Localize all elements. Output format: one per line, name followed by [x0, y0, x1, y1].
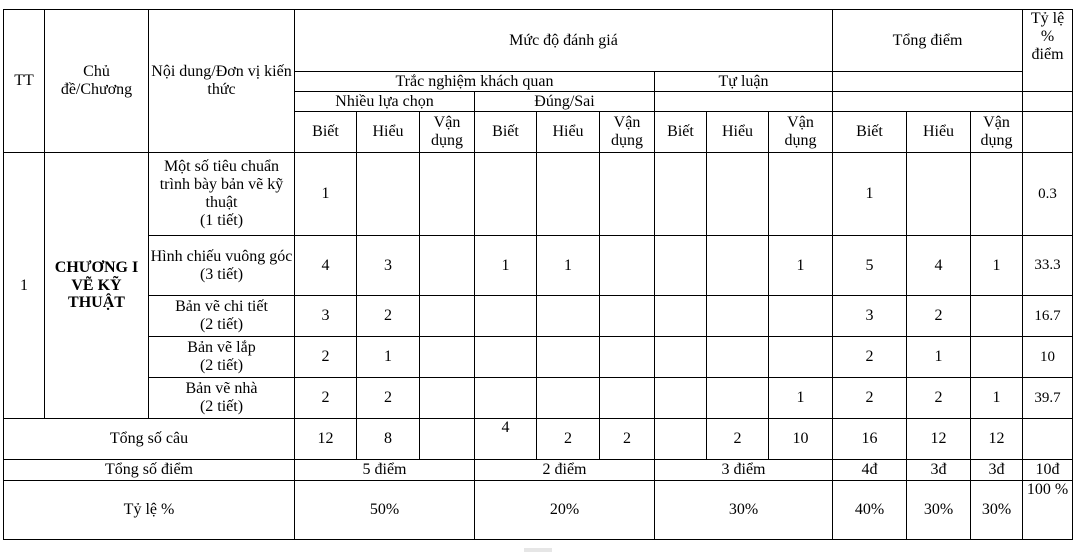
cell	[420, 153, 475, 236]
cell	[600, 337, 655, 378]
cell	[600, 296, 655, 337]
cell: 4	[475, 419, 537, 460]
cell: 4	[295, 236, 357, 296]
cell	[420, 419, 475, 460]
cell	[537, 337, 600, 378]
table-row	[4, 378, 1073, 419]
cell: 12	[971, 419, 1023, 460]
cell: 3đ	[907, 460, 971, 481]
header-total-empty	[833, 72, 1023, 92]
cell: 2	[537, 419, 600, 460]
totals-points-row	[4, 460, 1073, 481]
level-know: Biết	[475, 112, 537, 153]
cell	[420, 296, 475, 337]
table-row	[4, 337, 1073, 378]
level-understand: Hiểu	[357, 112, 420, 153]
header-content: Nội dung/Đơn vị kiến thức	[149, 10, 295, 153]
cell: 5	[833, 236, 907, 296]
cell: 2	[357, 296, 420, 337]
cell: 1	[833, 153, 907, 236]
cell: 30%	[971, 481, 1023, 540]
cell: 1	[357, 337, 420, 378]
cell	[971, 337, 1023, 378]
level-understand: Hiểu	[537, 112, 600, 153]
level-apply: Vận dụng	[769, 112, 833, 153]
cell	[655, 236, 707, 296]
cell: 2	[295, 378, 357, 419]
cell: 1	[971, 378, 1023, 419]
cell: 5 điểm	[295, 460, 475, 481]
cell	[420, 337, 475, 378]
cell	[537, 153, 600, 236]
cell	[655, 153, 707, 236]
content-cell	[149, 236, 295, 296]
cell	[475, 337, 537, 378]
table-row	[4, 153, 1073, 236]
header-total-score: Tổng điểm	[833, 10, 1023, 72]
content-cell	[149, 337, 295, 378]
header-true-false: Đúng/Sai	[475, 92, 655, 112]
cell	[769, 337, 833, 378]
cell: 1	[907, 337, 971, 378]
header-percent-empty	[1023, 92, 1073, 112]
cell	[971, 153, 1023, 236]
cell	[707, 337, 769, 378]
content-text: Bản vẽ nhà	[185, 380, 258, 398]
totals-questions-row	[4, 419, 1073, 460]
chapter-name	[45, 153, 149, 419]
cell	[655, 296, 707, 337]
cell	[475, 378, 537, 419]
percent-cell: 16.7	[1023, 296, 1073, 337]
cell: 50%	[295, 481, 475, 540]
cell	[769, 153, 833, 236]
cell: 12	[295, 419, 357, 460]
content-text: Một số tiêu chuẩn trình bày bản vẽ kỹ thuật	[159, 158, 284, 211]
percent-cell	[1023, 419, 1073, 460]
cell: 4đ	[833, 460, 907, 481]
content-cell	[149, 153, 295, 236]
header-percent: Tỷ lệ % điểm	[1023, 10, 1073, 92]
percent-cell: 10	[1023, 337, 1073, 378]
cell: 40%	[833, 481, 907, 540]
table-row	[4, 236, 1073, 296]
content-text: Hình chiếu vuông góc	[150, 247, 293, 265]
level-apply: Vận dụng	[600, 112, 655, 153]
content-text: Bản vẽ chi tiết	[175, 298, 268, 316]
content-period: (2 tiết)	[199, 316, 244, 333]
totals-points-label: Tổng số điểm	[4, 460, 295, 481]
cell: 2	[833, 337, 907, 378]
ratio-label: Tỷ lệ %	[4, 481, 295, 540]
cell: 2	[357, 378, 420, 419]
header-objective: Trắc nghiệm khách quan	[295, 72, 655, 92]
table-row	[4, 296, 1073, 337]
level-understand: Hiểu	[707, 112, 769, 153]
cell	[655, 378, 707, 419]
content-cell	[149, 296, 295, 337]
totals-questions-label: Tổng số câu	[4, 419, 295, 460]
cell: 1	[769, 236, 833, 296]
content-cell	[149, 378, 295, 419]
cell: 2	[833, 378, 907, 419]
cell	[971, 296, 1023, 337]
content-period: (1 tiết)	[199, 211, 244, 229]
cell: 2	[600, 419, 655, 460]
cell: 12	[907, 419, 971, 460]
cell: 30%	[655, 481, 833, 540]
cell: 1	[295, 153, 357, 236]
cell: 2	[907, 378, 971, 419]
cell: 1	[971, 236, 1023, 296]
cell: 16	[833, 419, 907, 460]
level-know: Biết	[833, 112, 907, 153]
percent-empty	[1023, 112, 1073, 153]
cell: 3	[833, 296, 907, 337]
cell: 20%	[475, 481, 655, 540]
cell	[475, 153, 537, 236]
header-assessment-level: Mức độ đánh giá	[295, 10, 833, 72]
cell: 8	[357, 419, 420, 460]
percent-cell: 33.3	[1023, 236, 1073, 296]
cell: 2	[707, 419, 769, 460]
content-text: Bản vẽ lắp	[187, 339, 256, 357]
page-footer-mark	[524, 548, 552, 552]
cell: 3	[295, 296, 357, 337]
cell	[707, 153, 769, 236]
percent-cell: 100 %	[1023, 481, 1073, 540]
cell: 4	[907, 236, 971, 296]
header-essay-empty	[655, 92, 833, 112]
cell	[537, 296, 600, 337]
cell: 2	[907, 296, 971, 337]
ratio-row	[4, 481, 1073, 540]
cell	[420, 378, 475, 419]
cell	[475, 296, 537, 337]
cell: 10	[769, 419, 833, 460]
chapter-name-line2: VẼ KỸ THUẬT	[68, 276, 125, 312]
cell	[707, 296, 769, 337]
cell: 1	[769, 378, 833, 419]
cell: 3đ	[971, 460, 1023, 481]
level-apply: Vận dụng	[420, 112, 475, 153]
assessment-matrix-table	[3, 9, 1073, 540]
percent-cell: 0.3	[1023, 153, 1073, 236]
header-essay: Tự luận	[655, 72, 833, 92]
cell	[420, 236, 475, 296]
cell: 1	[537, 236, 600, 296]
header-total-empty-2	[833, 92, 1023, 112]
content-period: (2 tiết)	[199, 398, 244, 415]
cell	[655, 419, 707, 460]
level-know: Biết	[295, 112, 357, 153]
cell	[907, 153, 971, 236]
cell	[769, 296, 833, 337]
level-understand: Hiểu	[907, 112, 971, 153]
cell	[357, 153, 420, 236]
cell: 2 điểm	[475, 460, 655, 481]
cell: 1	[475, 236, 537, 296]
level-apply: Vận dụng	[971, 112, 1023, 153]
level-know: Biết	[655, 112, 707, 153]
header-chapter: Chủ đề/Chương	[45, 10, 149, 153]
chapter-tt: 1	[4, 153, 45, 419]
content-period: (3 tiết)	[199, 265, 244, 283]
cell	[707, 378, 769, 419]
cell: 30%	[907, 481, 971, 540]
cell	[600, 236, 655, 296]
percent-cell: 39.7	[1023, 378, 1073, 419]
header-tt: TT	[4, 10, 45, 153]
chapter-name-line1: CHƯƠNG I	[54, 258, 139, 276]
cell	[600, 378, 655, 419]
cell: 3	[357, 236, 420, 296]
header-multiple-choice: Nhiều lựa chọn	[295, 92, 475, 112]
cell	[600, 153, 655, 236]
cell: 3 điểm	[655, 460, 833, 481]
cell: 2	[295, 337, 357, 378]
cell	[655, 337, 707, 378]
cell	[537, 378, 600, 419]
percent-cell: 10đ	[1023, 460, 1073, 481]
content-period: (2 tiết)	[199, 357, 244, 374]
cell	[707, 236, 769, 296]
